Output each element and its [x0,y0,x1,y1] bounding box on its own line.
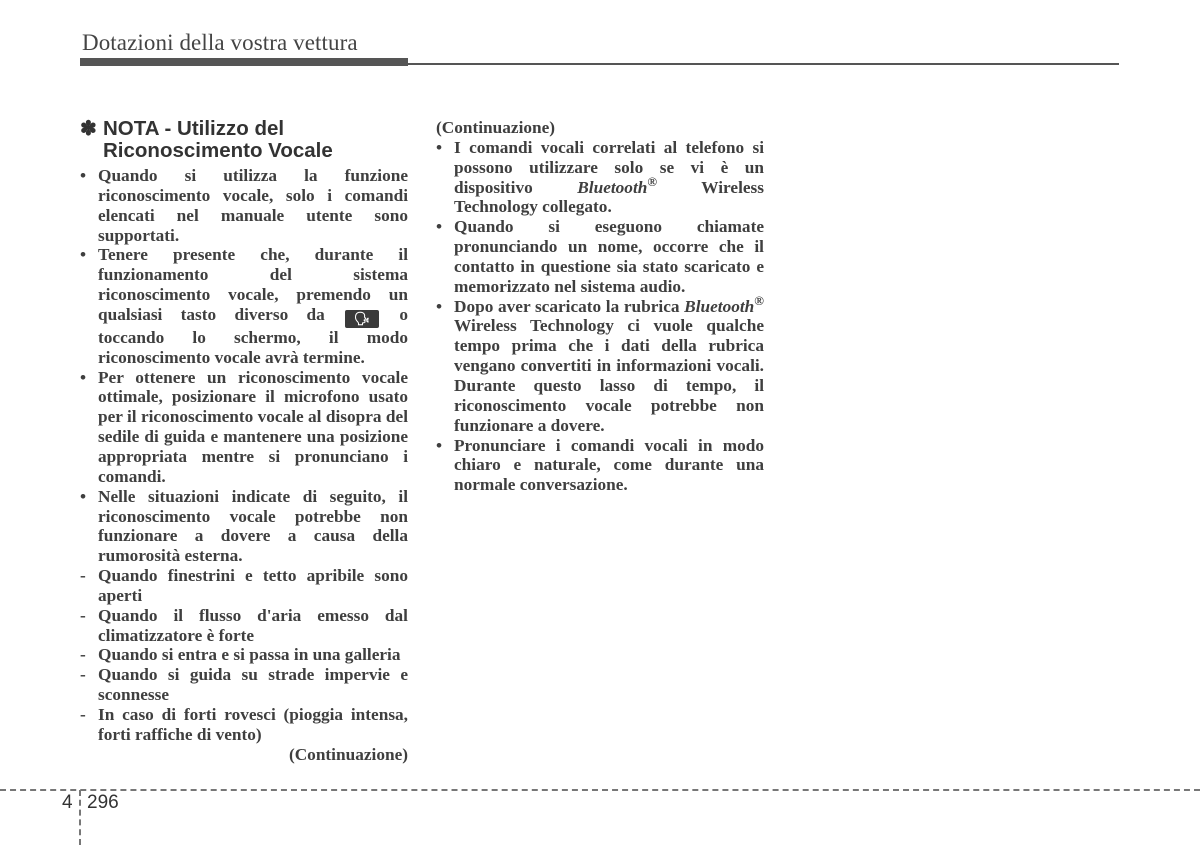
item-text: Nelle situazioni indicate di seguito, il riconoscimento vocale potrebbe non funzionare a dovere a causa della rumorosità esterna. [98,486,408,566]
dash-marker: - [80,566,86,586]
list-item [80,606,408,646]
item-text: Quando si entra e si passa in una galleria [98,645,401,665]
footer-dashed-divider [79,790,81,845]
continuation-label-bottom: (Continuazione) [288,744,408,764]
bullet-marker: • [80,367,87,387]
list-item [80,665,408,705]
item-text: Quando si utilizza la funzione riconoscimento vocale, solo i comandi elencati nel manuale utente sono supportati. [98,166,408,245]
bullet-marker: • [436,137,443,157]
list-item [80,566,408,606]
registered-mark: ® [754,292,764,308]
item-text: Quando si guida su strade impervie e sconnesse [98,665,408,705]
list-item [80,487,408,566]
item-text: Pronunciare i comandi vocali in modo chiaro e naturale, come durante una normale conversazione. [454,435,764,495]
list-item [80,645,408,665]
dash-marker: - [80,704,86,724]
bullet-marker: • [436,435,443,455]
dash-marker: - [80,665,86,685]
dash-marker: - [80,605,86,625]
item-text-after: Wireless Technology ci vuole qualche tempo prima che i dati della rubrica vengano convertiti in informazioni vocali. Durante questo lasso di tempo, il riconoscimento vocale potrebbe non funzionare a dovere. [454,316,764,435]
list-item [436,217,764,296]
footer-dashed-rule [0,789,1200,791]
bullet-marker: • [436,296,443,316]
list-item [80,368,408,487]
item-text: Dopo aver scaricato la rubrica [454,296,680,316]
running-title: Dotazioni della vostra vettura [82,30,358,55]
right-item-list [436,138,764,495]
item-text-after: o toccando lo schermo, il modo riconoscimento vocale avrà termine. [98,304,408,367]
item-text: Quando si eseguono chiamate pronunciando un nome, occorre che il contatto in questione sia stato scaricato e memorizzato nel sistema audio. [454,217,764,296]
item-text: Quando il flusso d'aria emesso dal climatizzatore è forte [98,605,408,645]
list-item [436,292,764,436]
item-text: Per ottenere un riconoscimento vocale ottimale, posizionare il microfono usato per il riconoscimento vocale al disopra del sedile di guida e mantenere una posizione appropriata mentre si pronunciano i comandi. [98,367,408,486]
left-column [80,118,408,764]
bullet-marker: • [80,166,87,185]
bluetooth-brand: Bluetooth [577,177,648,197]
bullet-marker: • [80,245,87,265]
voice-recognition-key-icon: 🗣︎ [345,310,379,328]
item-text: I comandi vocali correlati al telefono si possono utilizzare solo se vi è un dispositivo [454,137,764,197]
page-number: 296 [87,792,119,813]
continuation-label-top: (Continuazione) [436,118,556,137]
bullet-marker: • [80,486,87,506]
list-item [436,436,764,496]
item-text-after: Wireless Technology collegato. [454,177,764,217]
item-text: Tenere presente che, durante il funzionamento del sistema riconoscimento vocale, premendo un qualsiasi tasto diverso da [98,245,408,324]
bullet-marker: • [436,217,443,237]
list-item [436,138,764,217]
item-text: In caso di forti rovesci (pioggia intensa, forti raffiche di vento) [98,704,408,744]
item-text: Quando finestrini e tetto apribile sono aperti [98,566,408,605]
list-item [80,166,408,245]
asterisk-icon: ✽ [80,118,97,140]
bluetooth-brand: Bluetooth [684,296,755,316]
header-rule-thin [408,63,1119,65]
list-item [80,705,408,745]
note-title-line2: Riconoscimento Vocale [103,139,333,162]
chapter-number: 4 [62,792,73,813]
header-rule-thick [80,58,408,66]
note-title-line1: NOTA - Utilizzo del [103,117,285,140]
left-item-list [80,166,408,745]
dash-marker: - [80,645,86,665]
list-item [80,245,408,367]
note-title [80,118,408,162]
right-column [436,118,764,495]
registered-mark: ® [647,173,658,189]
